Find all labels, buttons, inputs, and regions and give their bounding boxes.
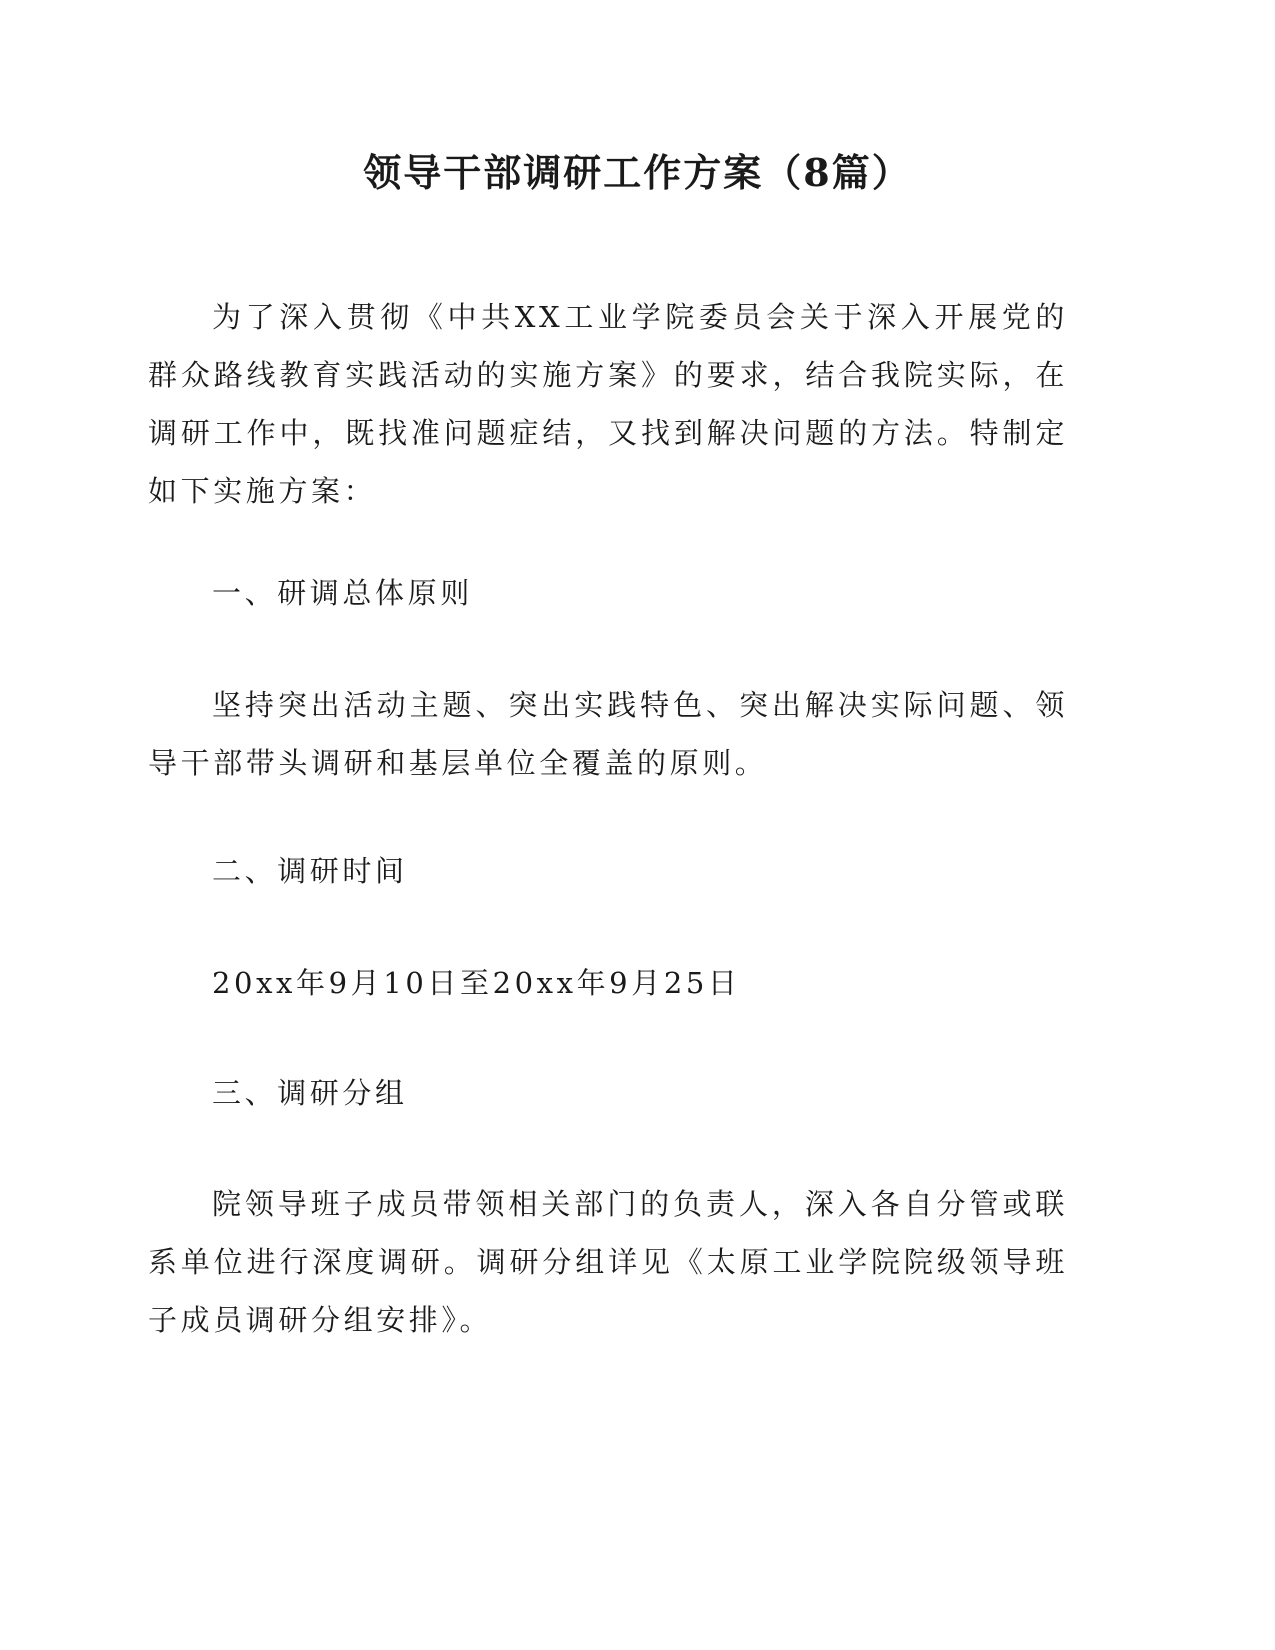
section-heading-principles: 一、研调总体原则 <box>212 576 473 610</box>
intro-paragraph: 为了深入贯彻《中共XX工业学院委员会关于深入开展党的群众路线教育实践活动的实施方案》的要求，结合我院实际，在调研工作中，既找准问题症结，又找到解决问题的方法。特制定如下实施方案： <box>148 300 1068 508</box>
section-body-groups: 院领导班子成员带领相关部门的负责人，深入各自分管或联系单位进行深度调研。调研分组详见《太原工业学院院级领导班子成员调研分组安排》。 <box>148 1187 1068 1337</box>
section-body-time: 20xx年9月10日至20xx年9月25日 <box>212 966 741 1000</box>
section-body-principles: 坚持突出活动主题、突出实践特色、突出解决实际问题、领导干部带头调研和基层单位全覆盖的原则。 <box>148 688 1068 780</box>
document-title: 领导干部调研工作方案（8篇） <box>363 150 912 195</box>
section-heading-groups: 三、调研分组 <box>212 1076 408 1110</box>
section-heading-time: 二、调研时间 <box>212 854 408 888</box>
